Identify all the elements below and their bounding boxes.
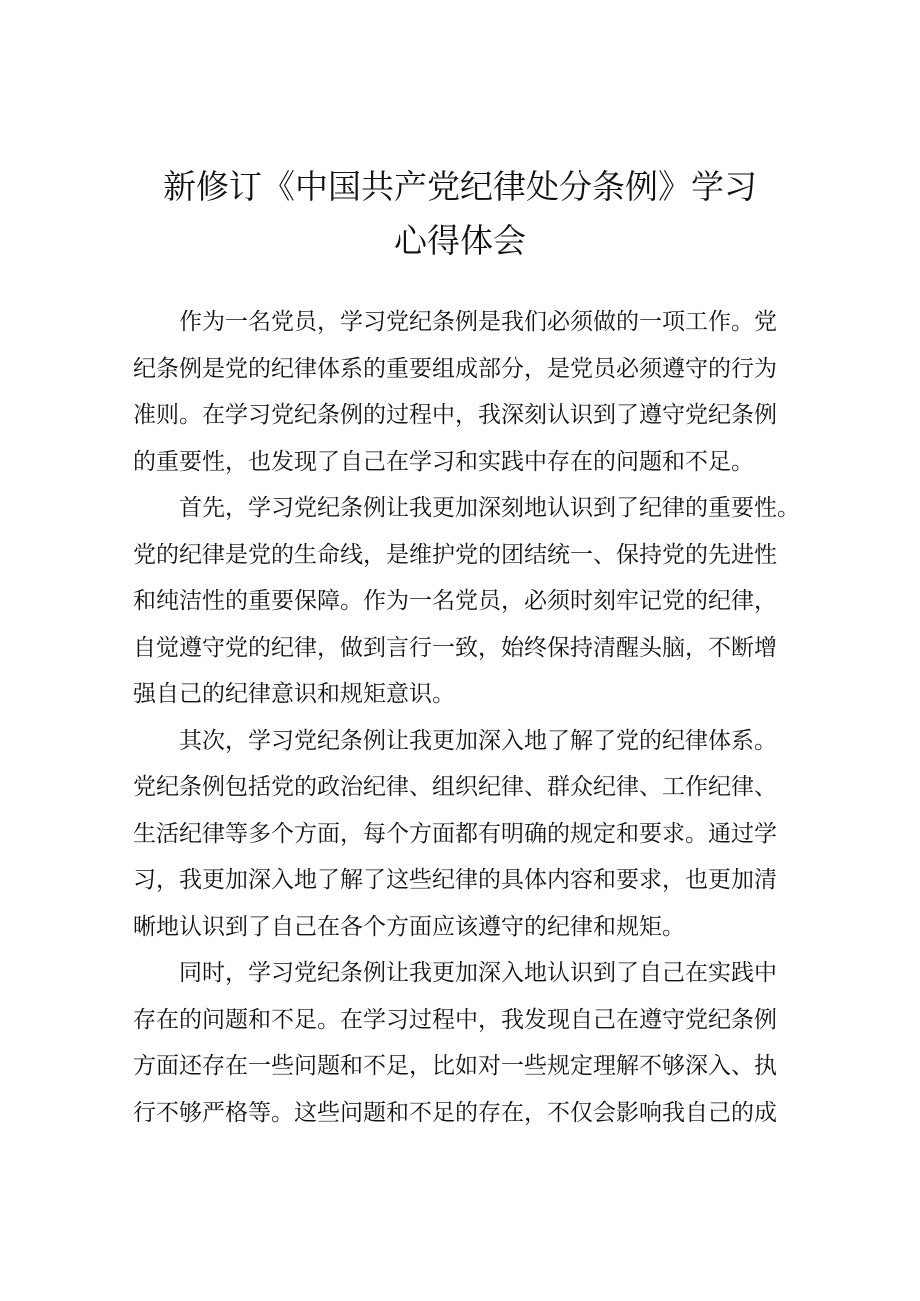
document-body — [133, 299, 800, 1136]
paragraph-line: 生活纪律等多个方面，每个方面都有明确的规定和要求。通过学 — [133, 820, 777, 847]
paragraph — [133, 485, 800, 718]
paragraph-line: 方面还存在一些问题和不足，比如对一些规定理解不够深入、执 — [133, 1053, 777, 1079]
paragraph-line: 首先，学习党纪条例让我更加深刻地认识到了纪律的重要性。 — [179, 495, 800, 521]
paragraph — [133, 950, 793, 1136]
paragraph-line: 行不够严格等。这些问题和不足的存在，不仅会影响我自己的成 — [133, 1099, 777, 1126]
title-line-1: 新修订《中国共产党纪律处分条例》学习 — [163, 167, 757, 206]
paragraph-line: 的重要性，也发现了自己在学习和实践中存在的问题和不足。 — [133, 448, 754, 475]
paragraph-line: 存在的问题和不足。在学习过程中，我发现自己在遵守党纪条例 — [133, 1006, 777, 1033]
paragraph-line: 纪条例是党的纪律体系的重要组成部分，是党员必须遵守的行为 — [133, 355, 777, 382]
paragraph-line: 和纯洁性的重要保障。作为一名党员，必须时刻牢记党的纪律， — [133, 588, 777, 614]
paragraph-line: 其次，学习党纪条例让我更加深入地了解了党的纪律体系。 — [179, 727, 777, 754]
paragraph-line: 准则。在学习党纪条例的过程中，我深刻认识到了遵守党纪条例 — [133, 402, 777, 428]
paragraph-line: 强自己的纪律意识和规矩意识。 — [133, 681, 455, 707]
title-line-2: 心得体会 — [394, 221, 526, 260]
paragraph — [133, 299, 793, 485]
paragraph-line: 自觉遵守党的纪律，做到言行一致，始终保持清醒头脑，不断增 — [133, 634, 777, 661]
paragraph-line: 同时，学习党纪条例让我更加深入地认识到了自己在实践中 — [179, 960, 777, 986]
paragraph-line: 党纪条例包括党的政治纪律、组织纪律、群众纪律、工作纪律、 — [133, 774, 777, 800]
paragraph-line: 晰地认识到了自己在各个方面应该遵守的纪律和规矩。 — [133, 913, 685, 940]
paragraph — [133, 718, 793, 951]
paragraph-line: 党的纪律是党的生命线，是维护党的团结统一、保持党的先进性 — [133, 541, 777, 568]
document-title — [0, 160, 920, 268]
paragraph-line: 作为一名党员，学习党纪条例是我们必须做的一项工作。党 — [179, 309, 777, 335]
paragraph-line: 习，我更加深入地了解了这些纪律的具体内容和要求，也更加清 — [133, 867, 777, 893]
